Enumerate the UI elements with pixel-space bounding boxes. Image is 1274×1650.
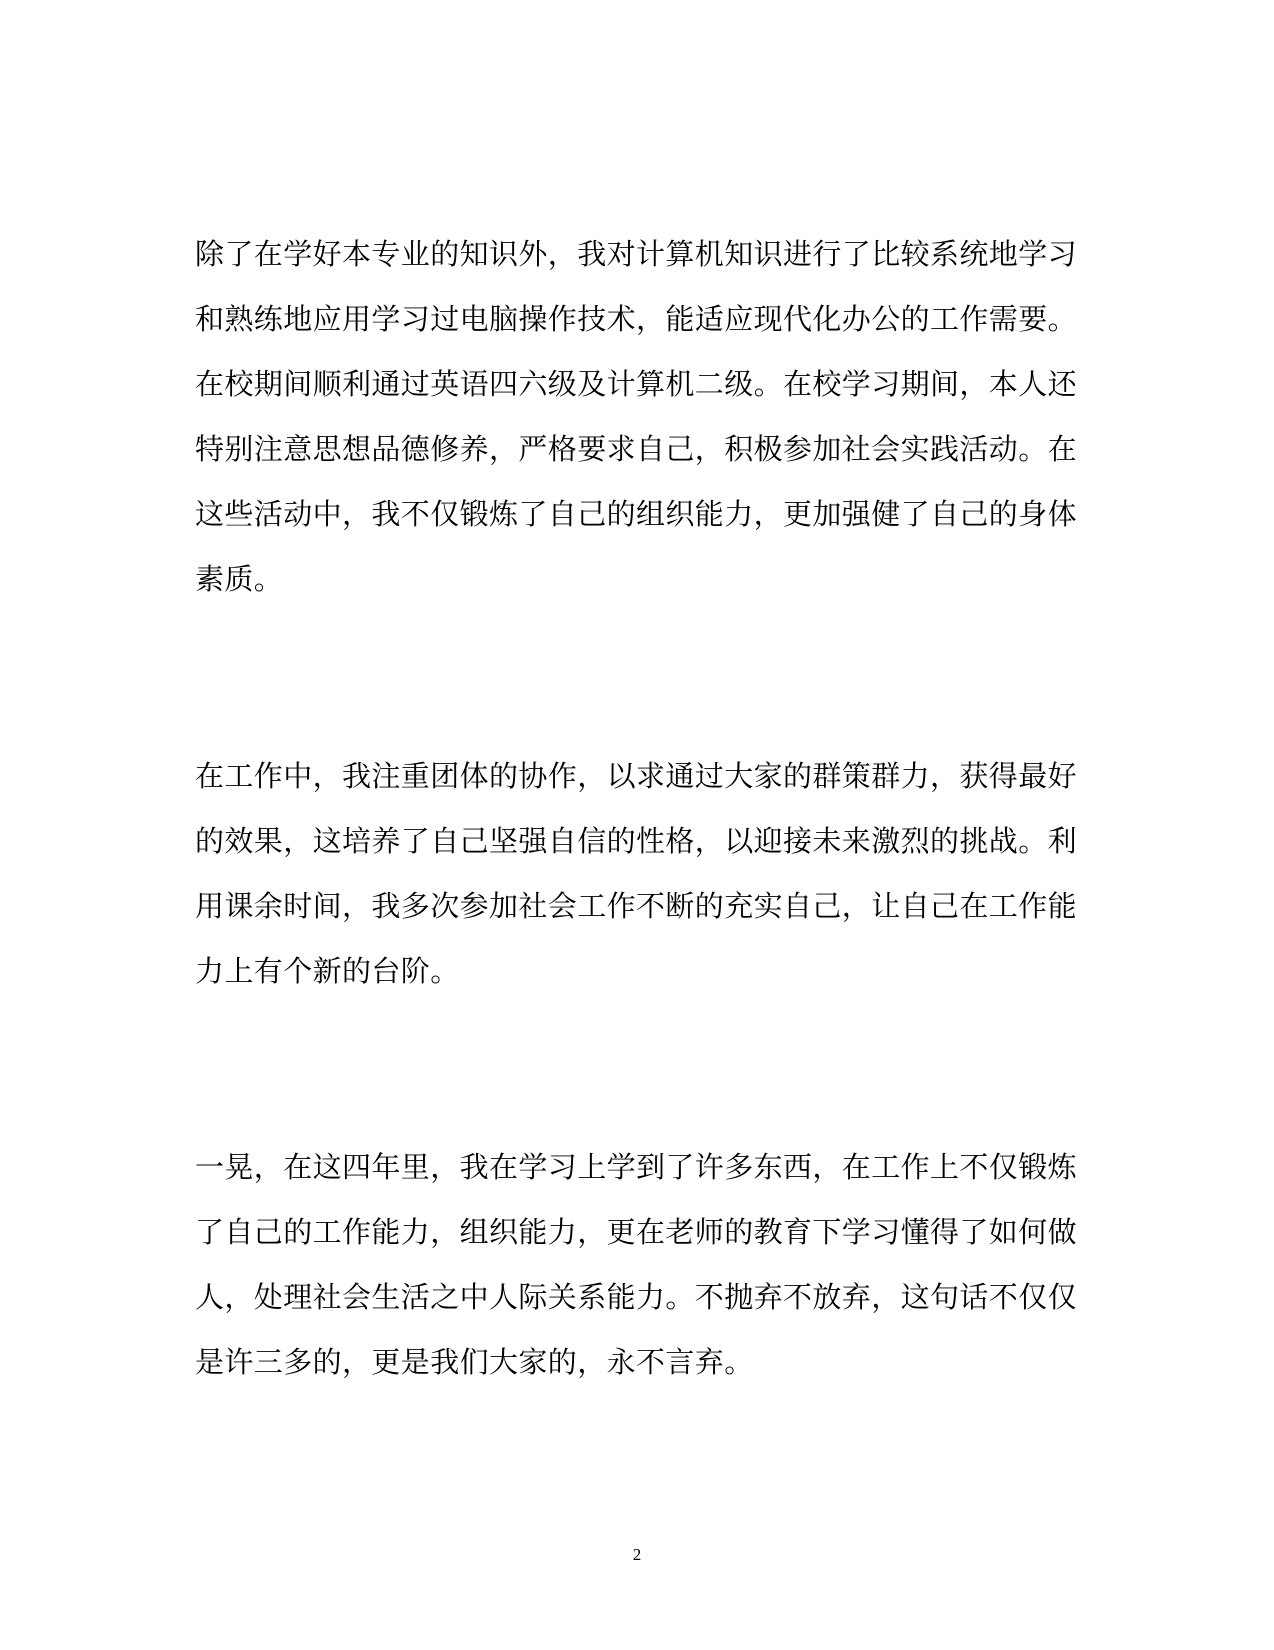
- paragraph-line: 了自己的工作能力，组织能力，更在老师的教育下学习懂得了如何做: [195, 1215, 1078, 1249]
- paragraph-line: 素质。: [195, 562, 284, 596]
- paragraph-line: 和熟练地应用学习过电脑操作技术，能适应现代化办公的工作需要。: [195, 302, 1078, 336]
- paragraph-summary: [195, 1135, 1078, 1395]
- paragraph-line: 在校期间顺利通过英语四六级及计算机二级。在校学习期间，本人还: [195, 367, 1078, 401]
- paragraph-line: 用课余时间，我多次参加社会工作不断的充实自己，让自己在工作能: [195, 889, 1078, 923]
- paragraph-line: 特别注意思想品德修养，严格要求自己，积极参加社会实践活动。在: [195, 432, 1078, 466]
- paragraph-line: 一晃，在这四年里，我在学习上学到了许多东西，在工作上不仅锻炼: [195, 1150, 1078, 1184]
- paragraph-line: 人，处理社会生活之中人际关系能力。不抛弃不放弃，这句话不仅仅: [195, 1280, 1078, 1314]
- paragraph-work: [195, 744, 1078, 1004]
- page-number: 2: [632, 1545, 642, 1564]
- paragraph-line: 的效果，这培养了自己坚强自信的性格，以迎接未来激烈的挑战。利: [195, 824, 1078, 858]
- paragraph-line: 力上有个新的台阶。: [195, 954, 460, 988]
- paragraph-line: 在工作中，我注重团体的协作，以求通过大家的群策群力，获得最好: [195, 759, 1078, 793]
- paragraph-line: 除了在学好本专业的知识外，我对计算机知识进行了比较系统地学习: [195, 237, 1078, 271]
- paragraph-study: [195, 222, 1078, 612]
- paragraph-line: 是许三多的，更是我们大家的，永不言弃。: [195, 1345, 754, 1379]
- paragraph-line: 这些活动中，我不仅锻炼了自己的组织能力，更加强健了自己的身体: [195, 497, 1078, 531]
